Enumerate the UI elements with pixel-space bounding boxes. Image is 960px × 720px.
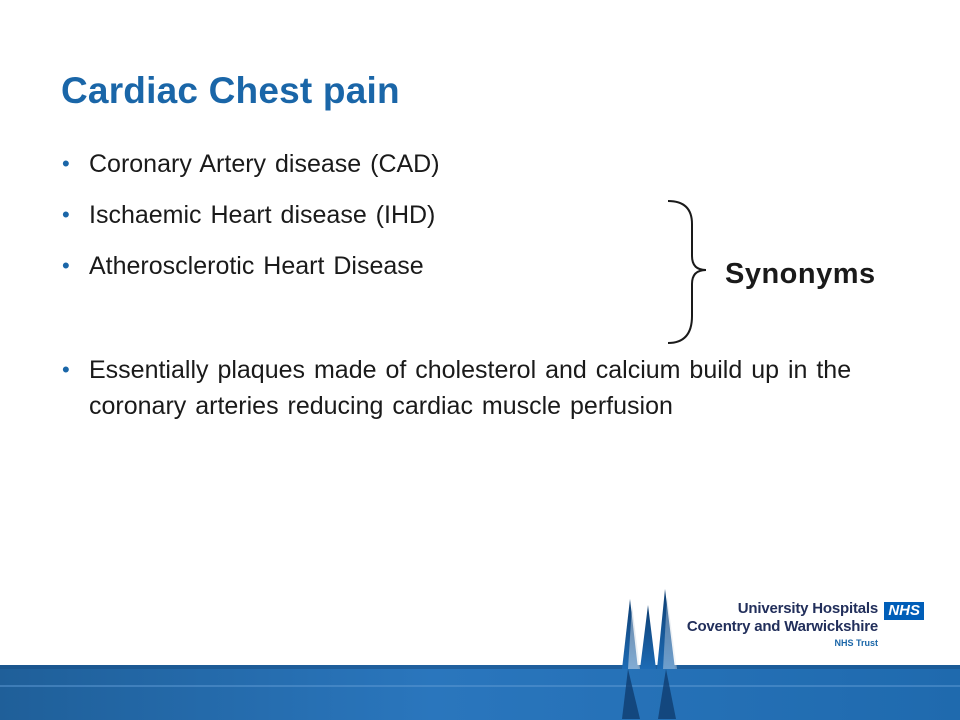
synonyms-label: Synonyms — [725, 258, 876, 290]
org-name-line2: Coventry and Warwickshire — [686, 618, 878, 635]
slide-title: Cardiac Chest pain — [61, 70, 400, 111]
org-logo-text — [687, 600, 924, 648]
bullet-item — [62, 352, 862, 424]
org-name-line1: University Hospitals — [737, 600, 878, 617]
bullet-text: Ischaemic Heart disease (IHD) — [89, 201, 436, 229]
bullet-icon: • — [62, 151, 70, 176]
bullet-item — [62, 197, 862, 233]
bullet-text: Coronary Artery disease (CAD) — [89, 150, 440, 178]
trust-label: NHS Trust — [834, 638, 878, 648]
bullet-text: Atherosclerotic Heart Disease — [89, 252, 424, 280]
nhs-badge: NHS — [884, 602, 924, 620]
bullet-icon: • — [62, 202, 70, 227]
bullet-icon: • — [62, 253, 70, 278]
bullet-icon: • — [62, 357, 70, 382]
bullet-item — [62, 146, 862, 182]
curly-brace-icon — [664, 198, 724, 346]
bullet-text: Essentially plaques made of cholesterol and calcium build up in the coronary arteries reducing cardiac muscle perfusion — [89, 356, 852, 420]
